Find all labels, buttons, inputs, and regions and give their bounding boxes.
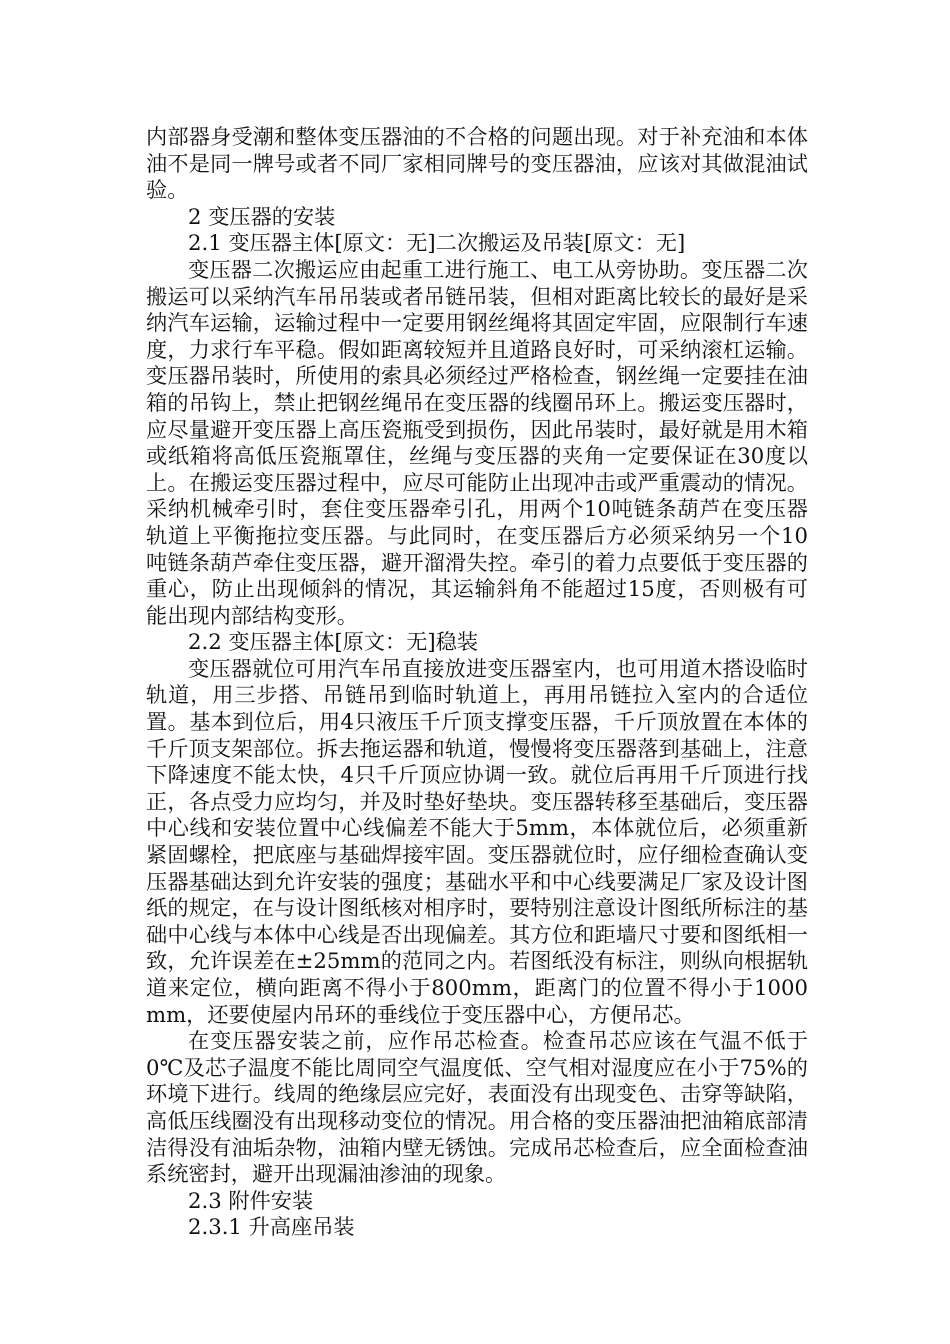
section-heading-2-2: 2.2 变压器主体[原文：无]稳装: [188, 629, 479, 655]
section-heading-2-3-1: 2.3.1 升高座吊装: [188, 1214, 355, 1240]
body-paragraph-core-inspection: 在变压器安装之前，应作吊芯检查。检查吊芯应该在气温不低于0℃及芯子温度不能比周同空气温度低、空气相对湿度应在小于75%的环境下进行。线周的绝缘层应完好，表面没有出现变色、击穿等缺陷，高低压线圈没有出现移动变位的情况。用合格的变压器油把油箱底部清洁得没有油垢杂物，油箱内壁无锈蚀。完成吊芯检查后，应全面检查油系统密封，避开出现漏油渗油的现象。: [146, 1028, 808, 1187]
section-heading-2-3: 2.3 附件安装: [188, 1187, 314, 1213]
body-paragraph-continued: 内部器身受潮和整体变压器油的不合格的问题出现。对于补充油和本体油不是同一牌号或者不同厂家相同牌号的变压器油，应该对其做混油试验。: [146, 124, 808, 203]
body-paragraph-placement: 变压器就位可用汽车吊直接放进变压器室内，也可用道木搭设临时轨道，用三步搭、吊链吊到临时轨道上，再用吊链拉入室内的合适位置。基本到位后，用4只液压千斤顶支撑变压器，千斤顶放置在本体的千斤顶支架部位。拆去拖运器和轨道，慢慢将变压器落到基础上，注意下降速度不能太快，4只千斤顶应协调一致。就位后再用千斤顶进行找正，各点受力应均匀，并及时垫好垫块。变压器转移至基础后，变压器中心线和安装位置中心线偏差不能大于5mm，本体就位后，必须重新紧固螺栓，把底座与基础焊接牢固。变压器就位时，应仔细检查确认变压器基础达到允许安装的强度；基础水平和中心线要满足厂家及设计图纸的规定，在与设计图纸核对相序时，要特别注意设计图纸所标注的基础中心线与本体中心线是否出现偏差。其方位和距墙尺寸要和图纸相一致，允许误差在±25mm的范同之内。若图纸没有标注，则纵向根据轨道来定位，横向距离不得小于800mm，距离门的位置不得小于1000mm，还要使屋内吊环的垂线位于变压器中心，方便吊芯。: [146, 655, 808, 1027]
document-page: [146, 124, 808, 1241]
section-heading-2-1: 2.1 变压器主体[原文：无]二次搬运及吊装[原文：无]: [188, 230, 686, 256]
section-heading-2: 2 变压器的安装: [188, 203, 336, 229]
body-paragraph-transport: 变压器二次搬运应由起重工进行施工、电工从旁协助。变压器二次搬运可以采纳汽车吊吊装或者吊链吊装，但相对距离比较长的最好是采纳汽车运输，运输过程中一定要用钢丝绳将其固定牢固，应限制行车速度，力求行车平稳。假如距离较短并且道路良好时，可采纳滚杠运输。变压器吊装时，所使用的索具必须经过严格检查，钢丝绳一定要挂在油箱的吊钩上，禁止把钢丝绳吊在变压器的线圈吊环上。搬运变压器时，应尽量避开变压器上高压瓷瓶受到损伤，因此吊装时，最好就是用木箱或纸箱将高低压瓷瓶罩住，丝绳与变压器的夹角一定要保证在30度以上。在搬运变压器过程中，应尽可能防止出现冲击或严重震动的情况。采纳机械牵引时，套住变压器牵引孔，用两个10吨链条葫芦在变压器轨道上平衡拖拉变压器。与此同时，在变压器后方必须采纳另一个10吨链条葫芦牵住变压器，避开溜滑失控。牵引的着力点要低于变压器的重心，防止出现倾斜的情况，其运输斜角不能超过15度，否则极有可能出现内部结构变形。: [146, 256, 808, 628]
